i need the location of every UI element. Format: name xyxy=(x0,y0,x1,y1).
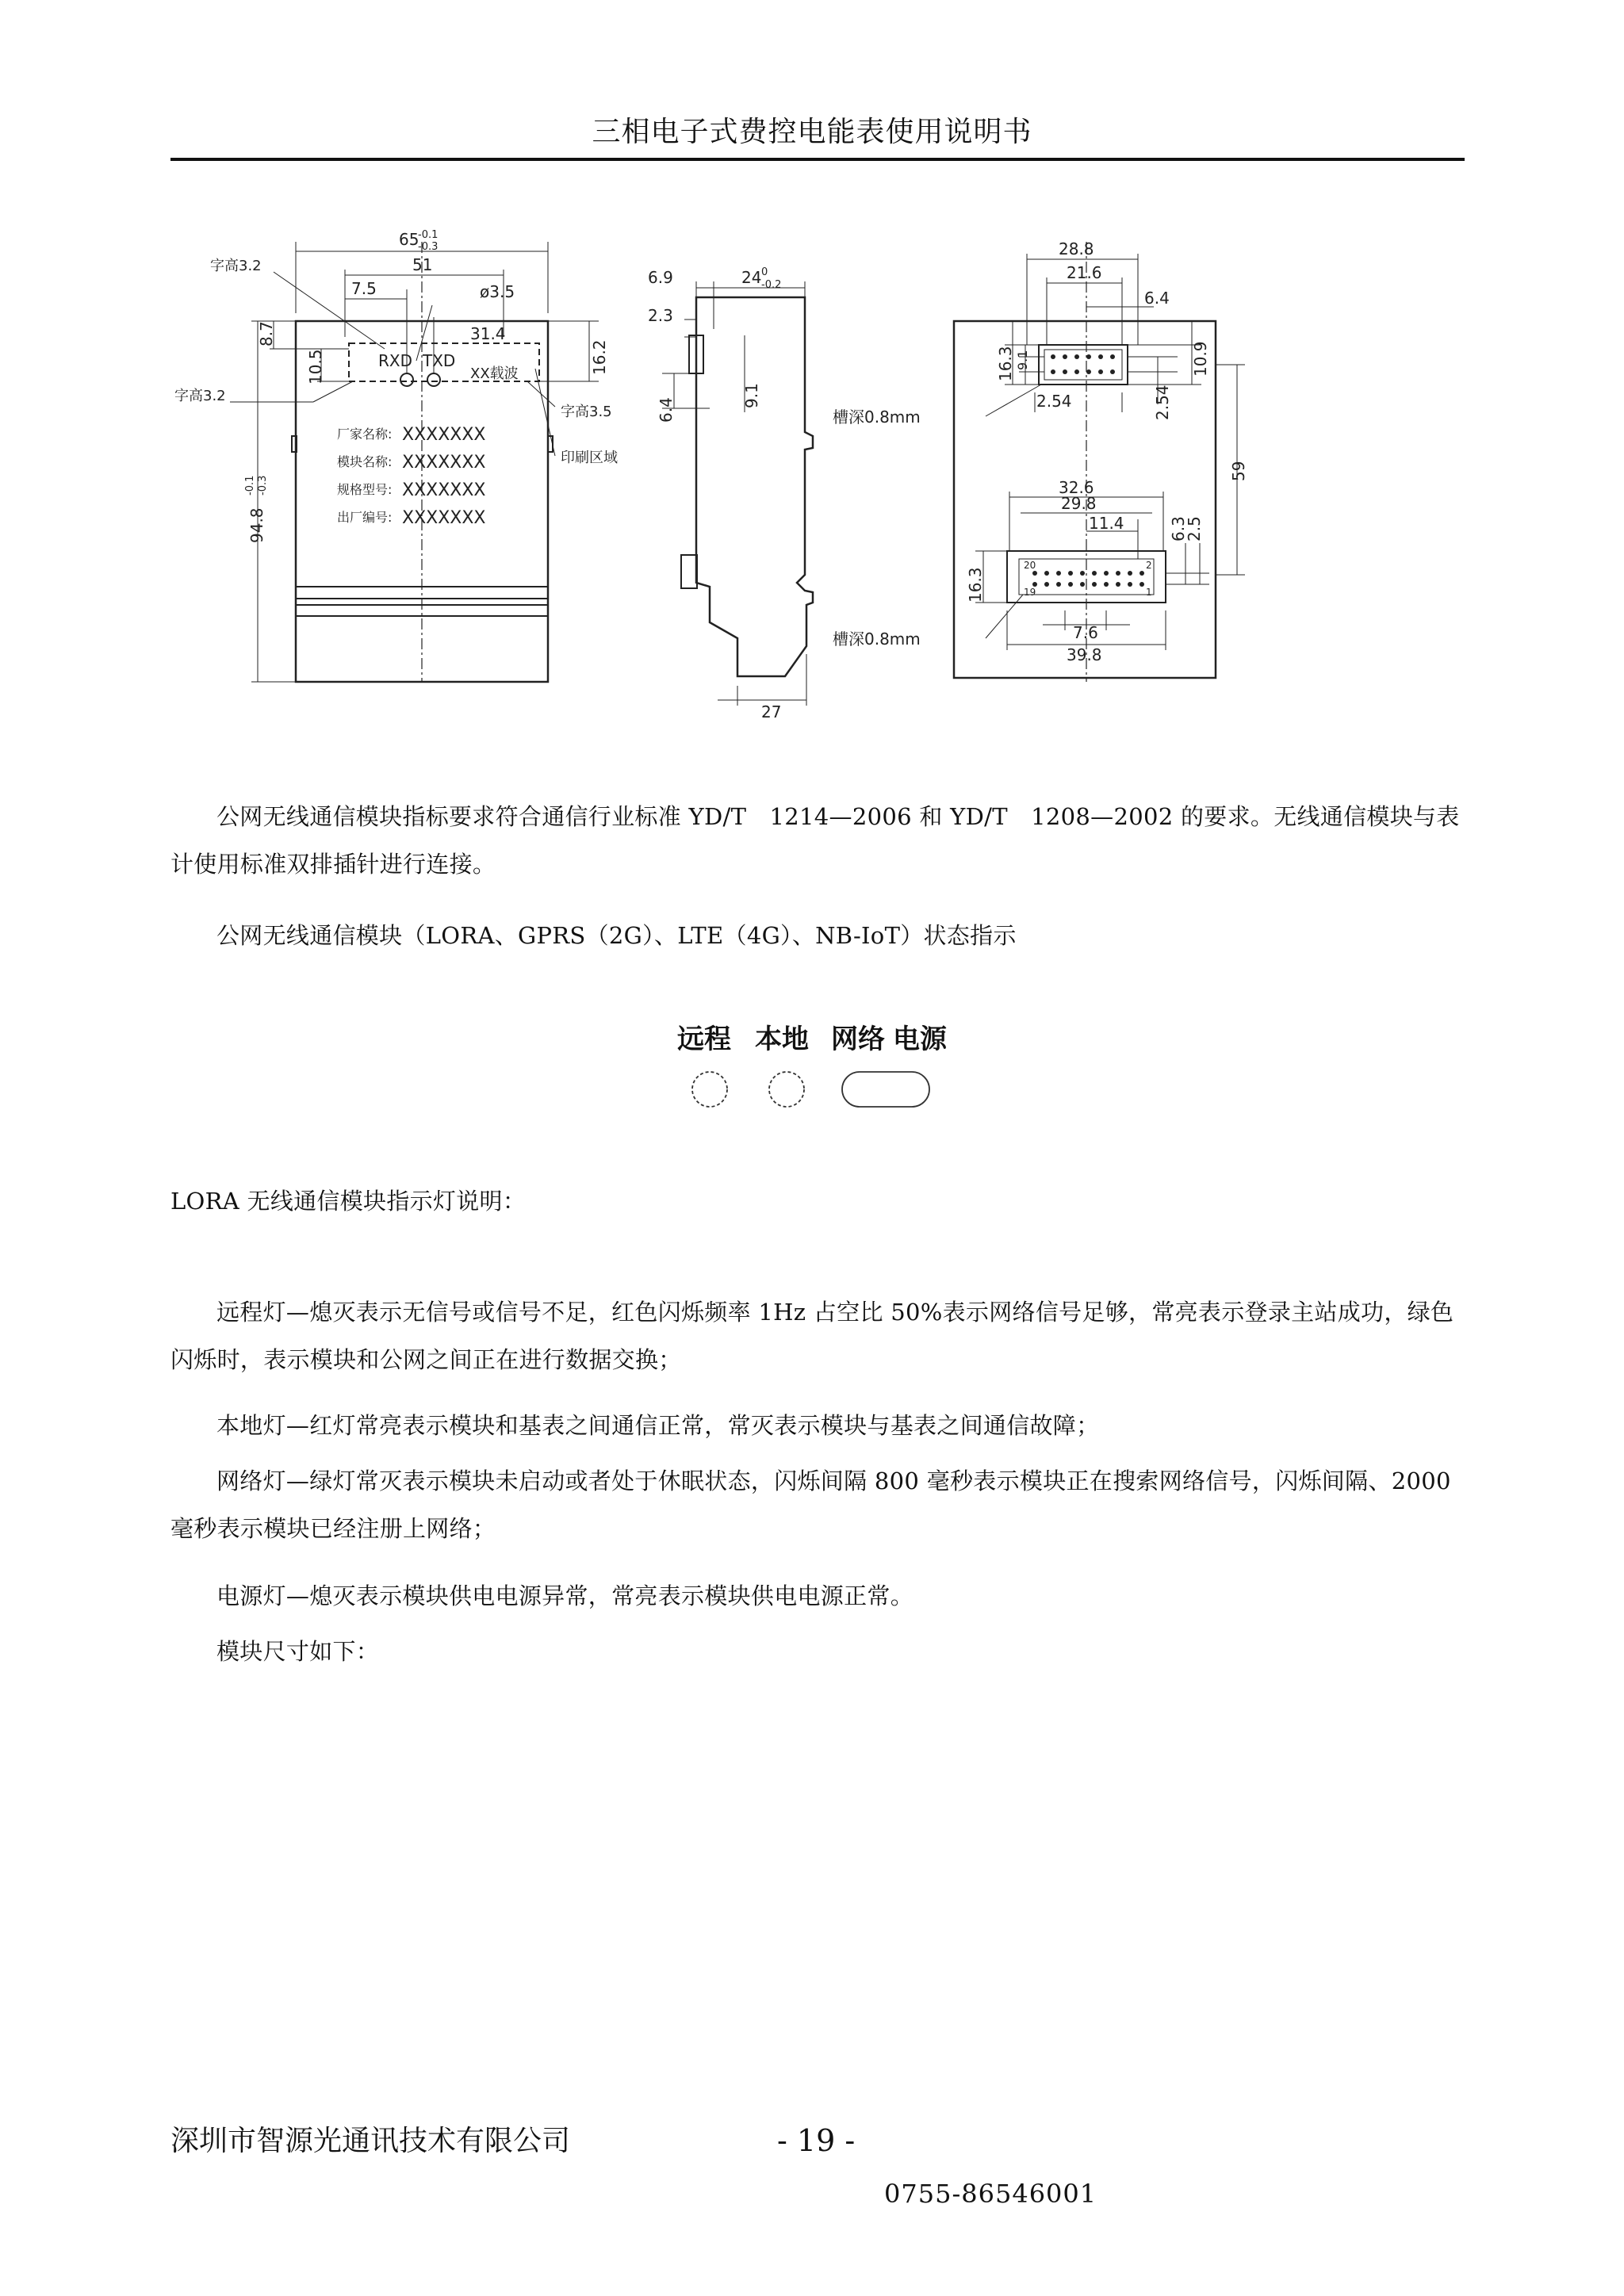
dim-29-8: 29.8 xyxy=(1061,494,1097,513)
dim-dia-3-5: ø3.5 xyxy=(480,282,515,301)
footer-page-number: - 19 - xyxy=(777,2123,856,2158)
label-char-height-3-2-a: 字高3.2 xyxy=(210,258,262,274)
dim-10-5: 10.5 xyxy=(306,349,325,385)
dim-65-tol-lower: -0.3 xyxy=(418,241,439,253)
label-rxd: RXD xyxy=(378,351,412,370)
back-view xyxy=(954,242,1245,682)
paragraph-lora-title: LORA 无线通信模块指示灯说明： xyxy=(170,1188,527,1215)
dim-24-tol-lower: -0.2 xyxy=(761,279,782,291)
paragraph-power-light: 电源灯—熄灭表示模块供电电源异常，常亮表示模块供电电源正常。 xyxy=(216,1582,914,1609)
dim-28-8: 28.8 xyxy=(1059,239,1094,258)
value-serial: XXXXXXX xyxy=(402,508,486,528)
dim-39-8: 39.8 xyxy=(1067,645,1102,664)
value-manufacturer: XXXXXXX xyxy=(402,425,486,445)
value-module-name: XXXXXXX xyxy=(402,453,486,473)
field-serial: 出厂编号: xyxy=(337,510,393,525)
dim-32-6: 32.6 xyxy=(1059,478,1094,497)
header-rule xyxy=(170,158,1465,161)
dim-2-54-a: 2.54 xyxy=(1036,392,1072,411)
led-label-power: 电源 xyxy=(893,1024,947,1055)
dim-11-4: 11.4 xyxy=(1089,514,1124,533)
field-model: 规格型号: xyxy=(337,482,393,497)
paragraph-local-light: 本地灯—红灯常亮表示模块和基表之间通信正常，常灭表示模块与基表之间通信故障； xyxy=(216,1412,1100,1439)
dim-2-5: 2.5 xyxy=(1185,516,1204,541)
dim-94-8-tol-upper: -0.1 xyxy=(244,475,256,496)
footer-company: 深圳市智源光通讯技术有限公司 xyxy=(170,2125,571,2157)
led-indicator-panel xyxy=(666,1013,952,1116)
dim-16-3-lower: 16.3 xyxy=(966,567,985,603)
dim-24: 24 xyxy=(741,268,762,287)
pin-20: 20 xyxy=(1024,560,1036,571)
label-char-height-3-5: 字高3.5 xyxy=(561,404,612,420)
led-label-network: 网络 xyxy=(831,1024,885,1055)
paragraph-network-light: 网络灯—绿灯常灭表示模块未启动或者处于休眠状态，闪烁间隔 800 毫秒表示模块正在搜索网络信号，闪烁间隔、2000 毫秒表示模块已经注册上网络； xyxy=(170,1468,1451,1542)
pin-19: 19 xyxy=(1024,587,1036,598)
dim-94-8: 94.8 xyxy=(247,507,266,543)
dim-31-4: 31.4 xyxy=(470,324,506,343)
dim-9-1-back: 9.1 xyxy=(1015,350,1030,370)
dim-6-4: 6.4 xyxy=(657,397,676,423)
label-char-height-3-2-b: 字高3.2 xyxy=(174,388,226,404)
paragraph-standards: 公网无线通信模块指标要求符合通信行业标准 YD/T 1214—2006 和 YD/T 1208—2002 的要求。无线通信模块与表计使用标准双排插针进行连接。 xyxy=(170,803,1460,878)
dim-6-4-back: 6.4 xyxy=(1144,289,1170,308)
dim-2-3: 2.3 xyxy=(648,306,673,325)
paragraph-status-indicator-title: 公网无线通信模块（LORA、GPRS（2G）、LTE（4G）、NB-IoT）状态指示 xyxy=(216,922,1017,949)
dim-6-3: 6.3 xyxy=(1169,516,1188,541)
led-label-remote: 远程 xyxy=(677,1024,731,1055)
led-label-local: 本地 xyxy=(755,1024,809,1055)
pin-2: 2 xyxy=(1146,560,1152,571)
field-module-name: 模块名称: xyxy=(337,454,393,469)
dim-51: 51 xyxy=(412,255,433,274)
side-view xyxy=(662,281,813,706)
label-carrier: XX载波 xyxy=(470,365,519,382)
led-network-power-icon xyxy=(842,1072,929,1107)
label-print-area: 印刷区域 xyxy=(561,450,618,466)
dim-94-8-tol-lower: -0.3 xyxy=(257,475,269,496)
front-view-text xyxy=(174,229,618,543)
dim-59: 59 xyxy=(1229,461,1248,481)
back-view-text xyxy=(833,239,1248,664)
dim-65: 65 xyxy=(399,230,419,249)
value-model: XXXXXXX xyxy=(402,480,486,500)
dim-7-6: 7.6 xyxy=(1073,623,1098,642)
paragraph-remote-light: 远程灯—熄灭表示无信号或信号不足，红色闪烁频率 1Hz 占空比 50%表示网络信号足够，常亮表示登录主站成功，绿色闪烁时，表示模块和公网之间正在进行数据交换； xyxy=(170,1299,1454,1373)
dim-21-6: 21.6 xyxy=(1067,263,1102,282)
dim-6-9: 6.9 xyxy=(648,268,673,287)
dim-27: 27 xyxy=(761,702,782,721)
dim-24-tol-upper: 0 xyxy=(761,266,768,278)
label-groove-depth-upper: 槽深0.8mm xyxy=(833,408,921,427)
dim-9-1: 9.1 xyxy=(742,383,761,408)
dim-8-7: 8.7 xyxy=(257,321,276,346)
side-view-text xyxy=(648,266,781,721)
dim-65-tol-upper: -0.1 xyxy=(418,229,439,241)
footer-phone: 0755-86546001 xyxy=(884,2179,1097,2209)
label-groove-depth-lower: 槽深0.8mm xyxy=(833,629,921,649)
dim-2-54-b: 2.54 xyxy=(1153,385,1172,420)
dim-7-5: 7.5 xyxy=(351,279,377,298)
label-txd: TXD xyxy=(423,351,456,370)
led-remote-icon xyxy=(692,1072,727,1107)
field-manufacturer: 厂家名称: xyxy=(337,427,393,442)
dim-16-3-upper: 16.3 xyxy=(996,346,1015,381)
header-title: 三相电子式费控电能表使用说明书 xyxy=(592,116,1032,148)
paragraph-module-size: 模块尺寸如下： xyxy=(216,1638,380,1665)
module-dimension-drawing xyxy=(155,226,1248,733)
pin-1: 1 xyxy=(1146,587,1152,598)
dim-16-2: 16.2 xyxy=(590,339,609,375)
dim-10-9: 10.9 xyxy=(1191,341,1210,377)
led-local-icon xyxy=(769,1072,804,1107)
